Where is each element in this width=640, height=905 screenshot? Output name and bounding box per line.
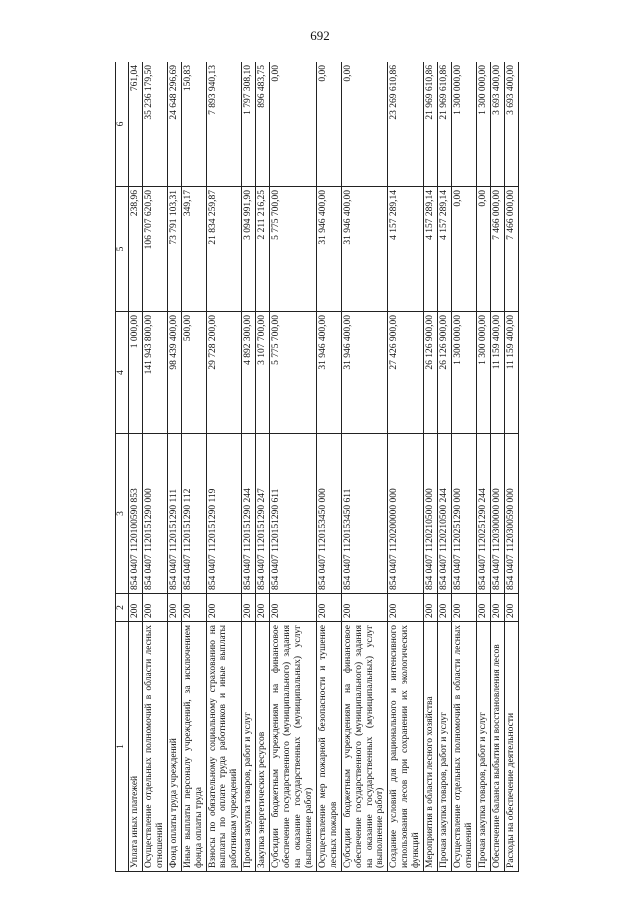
row-executed-cell: 31 946 400,00 [341,187,388,312]
row-executed-cell: 106 707 620,50 [142,187,167,312]
row-approved-cell: 27 426 900,00 [388,312,424,434]
row-executed-cell: 7 466 000,00 [490,187,504,312]
table-row [270,62,317,872]
row-line-code-cell: 200 [129,594,143,622]
row-approved-cell: 1 000,00 [129,312,143,434]
row-name-cell: Мероприятия в области лесного хозяйства [424,622,438,872]
row-approved-cell: 98 439 400,00 [167,312,181,434]
row-budget-code-cell: 854 0407 1120151290 112 [181,434,206,594]
row-budget-code-cell: 854 0407 1120153450 000 [316,434,341,594]
row-budget-code-cell: 854 0407 1120210500 000 [424,434,438,594]
table-row [316,62,341,872]
row-name-cell: Прочая закупка товаров, работ и услуг [242,622,256,872]
row-remaining-cell: 761,04 [129,62,143,187]
row-line-code-cell: 200 [270,594,317,622]
header-cell: 5 [116,187,129,312]
budget-table [115,62,519,872]
row-name-cell: Иные выплаты персоналу учреждений, за исключением фонда оплаты труда [181,622,206,872]
rotated-table-container [115,62,640,872]
row-executed-cell: 21 834 259,87 [206,187,242,312]
row-name-cell: Прочая закупка товаров, работ и услуг [476,622,490,872]
row-budget-code-cell: 854 0407 1120100590 853 [129,434,143,594]
row-name-cell: Обеспечение баланса выбытия и восстановления лесов [490,622,504,872]
row-line-code-cell: 200 [256,594,270,622]
table-row [167,62,181,872]
row-remaining-cell: 896 483,75 [256,62,270,187]
row-approved-cell: 11 159 400,00 [490,312,504,434]
header-cell: 3 [116,434,129,594]
row-budget-code-cell: 854 0407 1120251290 000 [451,434,476,594]
row-remaining-cell: 1 300 000,00 [451,62,476,187]
row-line-code-cell: 200 [242,594,256,622]
row-budget-code-cell: 854 0407 1120151290 611 [270,434,317,594]
row-line-code-cell: 200 [451,594,476,622]
row-line-code-cell: 200 [476,594,490,622]
table-row [388,62,424,872]
row-name-cell: Взносы по обязательному социальному страхованию на выплаты по оплате труда работников и иные выплаты работникам учреждений [206,622,242,872]
row-name-cell: Закупка энергетических ресурсов [256,622,270,872]
row-line-code-cell: 200 [316,594,341,622]
row-budget-code-cell: 854 0407 1120151290 244 [242,434,256,594]
row-executed-cell: 5 775 700,00 [270,187,317,312]
row-budget-code-cell: 854 0407 1120151290 000 [142,434,167,594]
row-approved-cell: 11 159 400,00 [504,312,518,434]
row-line-code-cell: 200 [490,594,504,622]
row-approved-cell: 500,00 [181,312,206,434]
table-row [142,62,167,872]
row-budget-code-cell: 854 0407 1120151290 247 [256,434,270,594]
row-approved-cell: 31 946 400,00 [316,312,341,434]
row-approved-cell: 31 946 400,00 [341,312,388,434]
table-row [181,62,206,872]
row-approved-cell: 1 300 000,00 [451,312,476,434]
row-name-cell: Прочая закупка товаров, работ и услуг [438,622,452,872]
row-budget-code-cell: 854 0407 1120300590 000 [504,434,518,594]
table-row [476,62,490,872]
row-line-code-cell: 200 [424,594,438,622]
table-row [206,62,242,872]
header-row [116,62,129,872]
row-remaining-cell: 35 236 179,50 [142,62,167,187]
row-executed-cell: 73 791 103,31 [167,187,181,312]
row-executed-cell: 4 157 289,14 [438,187,452,312]
row-budget-code-cell: 854 0407 1120300000 000 [490,434,504,594]
row-executed-cell: 2 211 216,25 [256,187,270,312]
row-name-cell: Субсидии бюджетным учреждениям на финансовое обеспечение государственного (муниципального) задания на оказание государственных (муниципальных) услуг (выполнение работ) [270,622,317,872]
table-row [424,62,438,872]
row-line-code-cell: 200 [142,594,167,622]
header-cell: 6 [116,62,129,187]
table-row [504,62,518,872]
row-executed-cell: 7 466 000,00 [504,187,518,312]
row-approved-cell: 4 892 300,00 [242,312,256,434]
header-cell: 4 [116,312,129,434]
row-remaining-cell: 0,00 [341,62,388,187]
row-remaining-cell: 1 797 308,10 [242,62,256,187]
page-number: 692 [310,28,330,43]
row-remaining-cell: 150,83 [181,62,206,187]
row-remaining-cell: 21 969 610,86 [438,62,452,187]
row-executed-cell: 31 946 400,00 [316,187,341,312]
row-remaining-cell: 23 269 610,86 [388,62,424,187]
table-row [129,62,143,872]
row-budget-code-cell: 854 0407 1120151290 111 [167,434,181,594]
row-approved-cell: 26 126 900,00 [424,312,438,434]
row-remaining-cell: 0,00 [270,62,317,187]
row-budget-code-cell: 854 0407 1120210500 244 [438,434,452,594]
row-remaining-cell: 24 648 296,69 [167,62,181,187]
row-name-cell: Осуществление отдельных полномочий в области лесных отношений [451,622,476,872]
row-line-code-cell: 200 [206,594,242,622]
row-budget-code-cell: 854 0407 1120251290 244 [476,434,490,594]
table-row [451,62,476,872]
row-remaining-cell: 3 693 400,00 [504,62,518,187]
row-executed-cell: 3 094 991,90 [242,187,256,312]
row-executed-cell: 4 157 289,14 [424,187,438,312]
row-line-code-cell: 200 [341,594,388,622]
row-budget-code-cell: 854 0407 1120153450 611 [341,434,388,594]
row-name-cell: Создание условий для рационального и интенсивного использования лесов при сохранении их экологических функций [388,622,424,872]
header-cell: 2 [116,594,129,622]
table-row [256,62,270,872]
table-row [242,62,256,872]
table-region [115,62,640,872]
row-name-cell: Осуществление мер пожарной безопасности и тушение лесных пожаров [316,622,341,872]
row-executed-cell: 349,17 [181,187,206,312]
row-executed-cell: 0,00 [476,187,490,312]
row-approved-cell: 3 107 700,00 [256,312,270,434]
row-approved-cell: 26 126 900,00 [438,312,452,434]
row-executed-cell: 238,96 [129,187,143,312]
row-budget-code-cell: 854 0407 1120151290 119 [206,434,242,594]
row-remaining-cell: 7 893 940,13 [206,62,242,187]
row-remaining-cell: 1 300 000,00 [476,62,490,187]
table-row [438,62,452,872]
row-approved-cell: 141 943 800,00 [142,312,167,434]
row-line-code-cell: 200 [504,594,518,622]
row-budget-code-cell: 854 0407 1120200000 000 [388,434,424,594]
row-approved-cell: 29 728 200,00 [206,312,242,434]
row-approved-cell: 1 300 000,00 [476,312,490,434]
row-remaining-cell: 3 693 400,00 [490,62,504,187]
row-line-code-cell: 200 [167,594,181,622]
table-row [341,62,388,872]
row-name-cell: Уплата иных платежей [129,622,143,872]
row-line-code-cell: 200 [388,594,424,622]
row-name-cell: Субсидии бюджетным учреждениям на финансовое обеспечение государственного (муниципального) задания на оказание государственных (муниципальных) услуг (выполнение работ) [341,622,388,872]
row-name-cell: Фонд оплаты труда учреждений [167,622,181,872]
row-line-code-cell: 200 [181,594,206,622]
row-executed-cell: 4 157 289,14 [388,187,424,312]
row-line-code-cell: 200 [438,594,452,622]
row-remaining-cell: 21 969 610,86 [424,62,438,187]
row-name-cell: Расходы на обеспечение деятельности [504,622,518,872]
header-cell: 1 [116,622,129,872]
row-remaining-cell: 0,00 [316,62,341,187]
row-approved-cell: 5 775 700,00 [270,312,317,434]
row-executed-cell: 0,00 [451,187,476,312]
row-name-cell: Осуществление отдельных полномочий в области лесных отношений [142,622,167,872]
table-row [490,62,504,872]
